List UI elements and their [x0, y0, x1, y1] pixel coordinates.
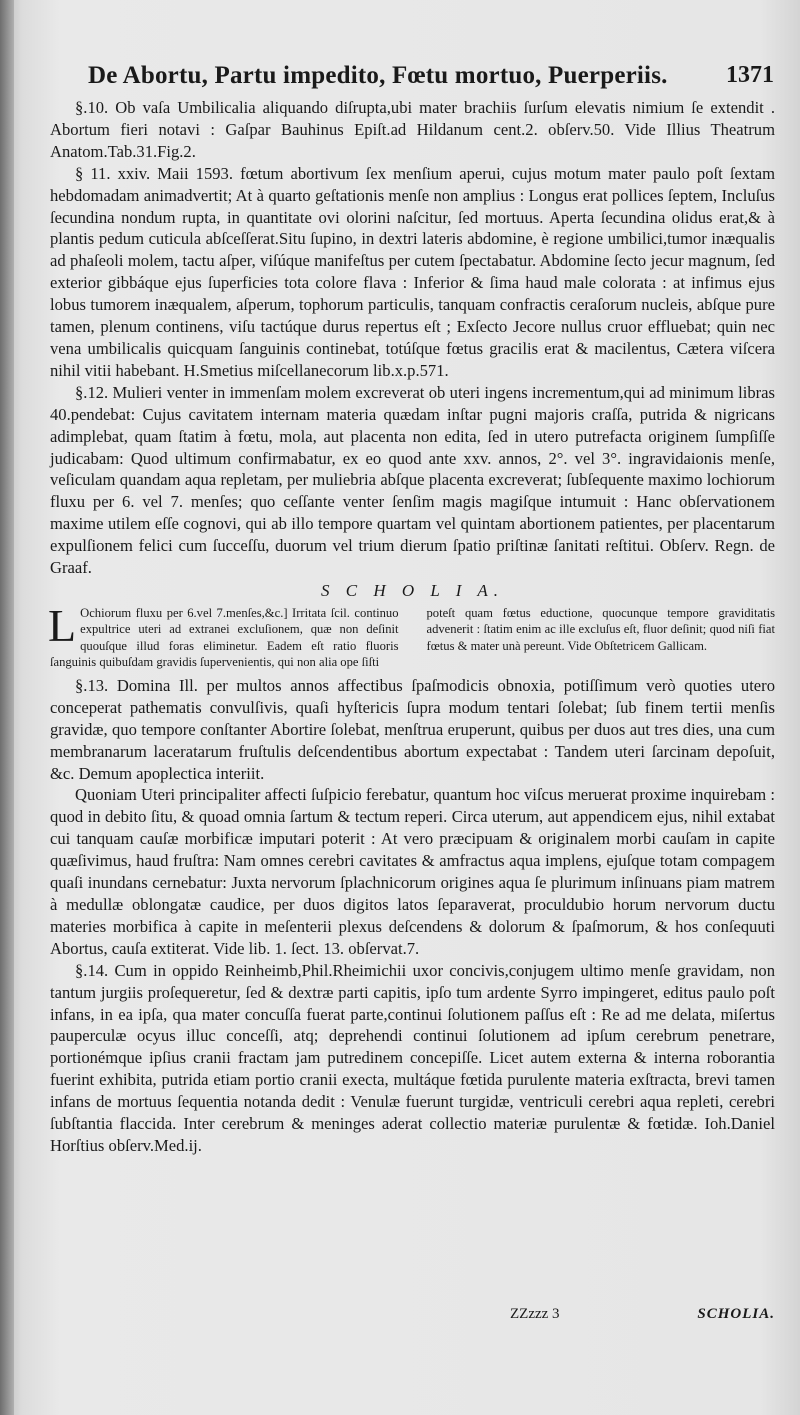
scholia-title: S C H O L I A. — [320, 580, 505, 600]
signature-mark: ZZzzz 3 — [510, 1306, 560, 1322]
page-footer — [50, 1306, 775, 1330]
page-title: De Abortu, Partu impedito, Fœtu mortuo, Puerperiis. — [88, 62, 668, 89]
scholia-right-text: poteſt quam fœtus eductione, quocunque tempore graviditatis advenerit : ſtatim enim ac ille excluſus eſt, fluor deſinit; quod niſi fiat fœtus & mater unà pereunt. Vide Obſtetricem Gallicam. — [426, 605, 775, 653]
paragraph-14: §.14. Cum in oppido Reinheimb,Phil.Rheimichii uxor concivis,conjugem ultimo menſe gravidam, non tantum jurgiis proſequeretur, ſed & dextræ parti capitis, ipſo tum ardente Syrro impingeret, editus paulo poſt infans, in ea ipſa, qua mater concuſſa fuerat parte,continui ſolutionem paſſus eſt : Re ad me delata, miſertus pauperculæ ocyus illuc conceſſi, atq; deprehendi continui ſolutionem ad ipſum cerebrum penetrare, portionémque ipſius cranii fractam jam putredinem concepiſſe. Licet autem externa & interna roborantia fuerint exhibita, putrida etiam portio cranii execta, multáque fœtida purulente materia exſtracta, brevi tamen infans de mortuus ſequentia notanda dedit : Venulæ fuerunt turgidæ, ventriculi cerebri aqua repleti, cerebri ſubſtantia flaccida. Inter cerebrum & meninges aderat collectio materiæ purulentæ & fœtidæ. Ioh.Daniel Horſtius obſerv.Med.ij. — [50, 960, 775, 1155]
paragraph-12: §.12. Mulieri venter in immenſam molem excreverat ob uteri ingens incrementum,qui ad minimum libras 40.pendebat: Cujus cavitatem internam materia quædam inſtar pugni majoris craſſa, putrida & nigricans adimplebat, quam ſtatim à fœtu, mola, aut placenta non edita, ſed in utero putrefacta originem ſumpſiſſe judicabam: Quod ultimum confirmabatur, ex eo quod ante xxv. annos, 2°. vel 3°. ingravidaionis menſe, veſiculam quandam aqua repletam, per muliebria abſque placenta excreverat; ſubſequente maximo lochiorum fluxu per 6. vel 7. menſes; quo ceſſante venter ſenſim magis magiſque intumuit : Hanc obſervationem maxime utilem eſſe cognovi, qui ab illo tempore quartam vel quintam abortionem patientes, per placentarum expulſionem felici cum ſucceſſu, duorum vel trium dierum ſpatio priſtinæ ſanitati reſtitui. Obſerv. Regn. de Graaf. — [50, 382, 775, 578]
scholia-left-text: Ochiorum fluxu per 6.vel 7.menſes,&c.] Irritata ſcil. continuo expultrice uteri ad extranei excluſionem, quæ non deſinit quouſque illud foras eliminetur. Eadem eſt ratio fluoris ſanguinis quibuſdam gravidis ſupervenientis, qui non alia ope ſiſti — [50, 605, 399, 670]
scholia-right-column — [419, 605, 776, 671]
paragraph-13-continued: Quoniam Uteri principaliter affecti ſuſpicio ferebatur, quantum hoc viſcus meruerat proxime inquirebam : quod in debito ſitu, & quoad omnia ſartum & tectum reperi. Circa uterum, aut appendicem ejus, nihil extabat cui tanquam cauſæ morbificæ imputari poterit : At vero præcipuam & originalem morbi cauſam in capite quæſivimus, haud fruſtra: Nam omnes cerebri cavitates & amfractus aqua implens, ejuſque totam compagem quaſi inundans cernebatur: Juxta nervorum ſplachnicorum origines aqua ſe plurimum inſinuans piam matrem à medullæ oblongatæ caudice, per duos digitos latos ſeparaverat, proculdubio horum nervorum ductu materies morbifica à capite in meſenterii plexus deſcendens & dolorum & ſpaſmorum, & hos conſequuti Abortus, cauſa extiterat. Vide lib. 1. ſect. 13. obſervat.7. — [50, 785, 775, 958]
drop-cap: L — [48, 599, 77, 651]
catchword: SCHOLIA. — [697, 1306, 775, 1322]
scholia-block — [48, 599, 775, 671]
page-number: 1371 — [726, 62, 774, 88]
paragraph-13: §.13. Domina Ill. per multos annos affectibus ſpaſmodicis obnoxia, potiſſimum verò quoties utero conceperat pathematis convulſivis, quaſi hyſtericis ſupra modum tentari ſolebat; ſub finem tertii menſis gravidæ, quo tempore conſtanter Abortire ſolebat, menſtrua eruperunt, quibus per duos aut tres dies, una cum membranarum laceratarum fruſtulis deſcendentibus abortum expectabat : Tandem uteri ſarcinam depoſuit, &c. Demum apoplectica interiit. — [50, 675, 775, 783]
running-header — [88, 62, 788, 96]
binding-gutter — [0, 0, 14, 1415]
paragraph-11: § 11. xxiv. Maii 1593. fœtum abortivum ſex menſium aperui, cujus motum mater paulo poſt ſextam hebdomadam animadvertit; At à quarto geſtationis menſe non amplius : Longus erat pollices ſeptem, Incluſus ſecundina nondum rupta, in quantitate ovi olorini naſcitur, ſed mortuus. Aperta ſecundina olidus erat,& à plantis pedum cuticula abſceſſerat.Situ ſupino, in dextri lateris abdomine, è regione umbilici,tumor inæqualis ad phaſeoli molem, tactu aſper, viſúque manifeſtus per cutem ſpectabatur. Abdomine ſecto jecur magnum, ſed exterior gibbáque ejus ſuperficies tota colore flava : Inferior & ſima haud male colorata : at infimus ejus lobus tumorem inæqualem, aſperum, tophorum particulis, tanquam confractis ceraſorum nucleis, abſque pure tamen, plenum continens, viſu tactúque durus repertus eſt ; Exſecto Jecore nullus cruor effluebat; quin nec vena umbilicalis quicquam ſanguinis continebat, totúſque fœtus gracilis erat & macilentus, Cætera viſcera nihil vitii habebant. H.Smetius miſcellanecorum lib.x.p.571. — [50, 163, 775, 380]
scholia-left-column — [48, 599, 399, 671]
paragraph-10: §.10. Ob vaſa Umbilicalia aliquando diſrupta,ubi mater brachiis ſurſum elevatis nimium ſe extendit . Abortum fieri notavi : Gaſpar Bauhinus Epiſt.ad Hildanum cent.2. obſerv.50. Vide Illius Theatrum Anatom.Tab.31.Fig.2. — [50, 98, 775, 161]
page-body — [50, 97, 775, 1157]
